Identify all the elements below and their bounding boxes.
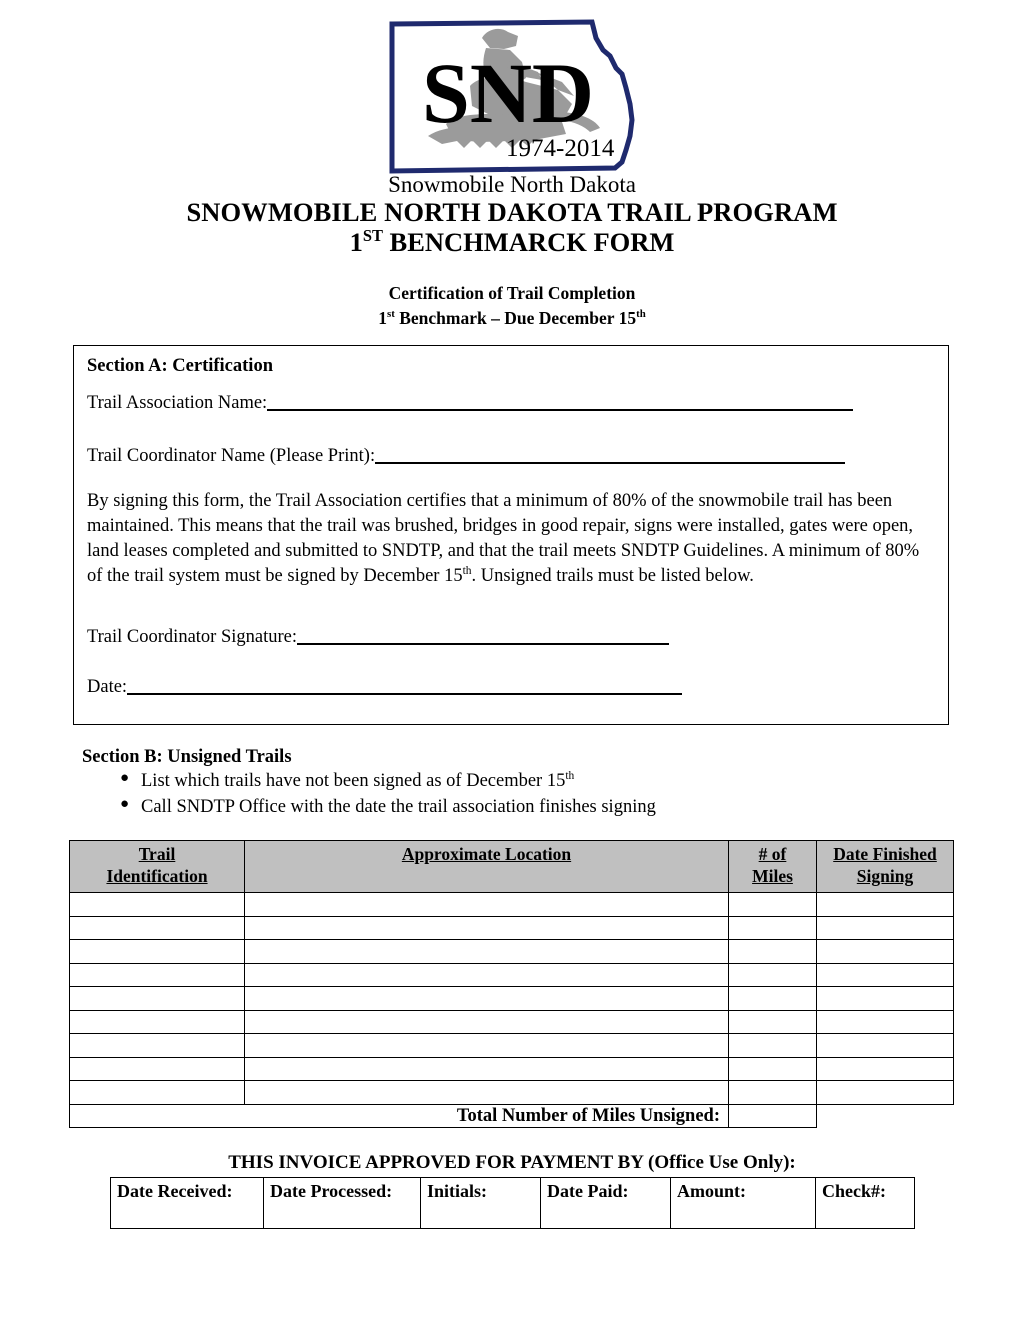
table-row xyxy=(70,987,954,1011)
cell-date-finished-signing[interactable] xyxy=(817,1010,954,1034)
column-header-line2: Signing xyxy=(856,865,914,886)
section-a-heading: Section A: Certification xyxy=(87,356,273,376)
cell-trail-identification[interactable] xyxy=(70,1081,245,1105)
north-dakota-outline-icon xyxy=(386,16,638,196)
table-row xyxy=(70,1034,954,1058)
invoice-field-initials[interactable]: Initials: xyxy=(421,1178,541,1229)
trail-coordinator-signature-input[interactable] xyxy=(297,643,669,645)
logo-block xyxy=(0,16,1024,201)
trail-coordinator-signature-field xyxy=(87,627,669,648)
total-miles-unsigned-label: Total Number of Miles Unsigned: xyxy=(70,1104,729,1128)
cell-number-of-miles[interactable] xyxy=(729,893,817,917)
invoice-field-check-number[interactable]: Check#: xyxy=(816,1178,915,1229)
bullet-icon: ● xyxy=(120,796,130,813)
cell-trail-identification[interactable] xyxy=(70,893,245,917)
unsigned-trails-table xyxy=(69,840,954,1128)
table-header-row xyxy=(70,841,954,893)
trail-coordinator-signature-label: Trail Coordinator Signature: xyxy=(87,627,297,647)
page-subtitle xyxy=(0,281,1024,331)
cell-number-of-miles[interactable] xyxy=(729,1081,817,1105)
column-header-trail-identification xyxy=(70,841,245,893)
column-header-approximate-location xyxy=(245,841,729,893)
cell-approximate-location[interactable] xyxy=(245,893,729,917)
total-row-empty-cell xyxy=(817,1104,954,1128)
cell-trail-identification[interactable] xyxy=(70,940,245,964)
cell-number-of-miles[interactable] xyxy=(729,1010,817,1034)
subtitle-day-ordinal: th xyxy=(636,308,646,321)
subtitle-line1: Certification of Trail Completion xyxy=(388,283,636,303)
column-header-line2: Identification xyxy=(106,865,208,886)
table-header xyxy=(70,841,954,893)
table-row xyxy=(70,940,954,964)
trail-coordinator-name-field xyxy=(87,446,845,467)
column-header-line1: Approximate Location xyxy=(401,844,572,864)
cell-approximate-location[interactable] xyxy=(245,1081,729,1105)
trail-association-input[interactable] xyxy=(267,409,853,411)
invoice-approval-table xyxy=(110,1177,915,1229)
subtitle-line2 xyxy=(0,306,1024,331)
cell-trail-identification[interactable] xyxy=(70,916,245,940)
cell-date-finished-signing[interactable] xyxy=(817,1081,954,1105)
cell-number-of-miles[interactable] xyxy=(729,963,817,987)
column-header-line1: Date Finished xyxy=(833,844,937,864)
date-input[interactable] xyxy=(127,693,682,695)
list-item-ordinal: th xyxy=(565,769,575,782)
cell-trail-identification[interactable] xyxy=(70,1034,245,1058)
snd-logo xyxy=(386,16,638,196)
logo-caption: Snowmobile North Dakota xyxy=(388,172,636,196)
table-total-row xyxy=(70,1104,954,1128)
page-title-line2-ordinal: ST xyxy=(362,226,383,246)
invoice-field-date-paid[interactable]: Date Paid: xyxy=(541,1178,671,1229)
cell-number-of-miles[interactable] xyxy=(729,987,817,1011)
trail-coordinator-name-input[interactable] xyxy=(375,462,845,464)
cell-approximate-location[interactable] xyxy=(245,987,729,1011)
cell-number-of-miles[interactable] xyxy=(729,916,817,940)
cell-date-finished-signing[interactable] xyxy=(817,940,954,964)
invoice-field-amount[interactable]: Amount: xyxy=(671,1178,816,1229)
cell-number-of-miles[interactable] xyxy=(729,940,817,964)
table-row xyxy=(70,1057,954,1081)
page-title-line2 xyxy=(0,226,1024,258)
cell-number-of-miles[interactable] xyxy=(729,1057,817,1081)
logo-years: 1974-2014 xyxy=(506,135,615,162)
certification-paragraph-part2: . Unsigned trails must be listed below. xyxy=(471,566,754,587)
cell-approximate-location[interactable] xyxy=(245,940,729,964)
cell-number-of-miles[interactable] xyxy=(729,1034,817,1058)
column-header-line1: # of xyxy=(758,844,787,864)
list-item-text: Call SNDTP Office with the date the trail association finishes signing xyxy=(141,797,656,818)
cell-date-finished-signing[interactable] xyxy=(817,1057,954,1081)
certification-paragraph xyxy=(87,489,933,590)
invoice-field-date-processed[interactable]: Date Processed: xyxy=(264,1178,421,1229)
cell-date-finished-signing[interactable] xyxy=(817,987,954,1011)
table-row xyxy=(70,963,954,987)
column-header-number-of-miles xyxy=(729,841,817,893)
cell-trail-identification[interactable] xyxy=(70,1010,245,1034)
table-row xyxy=(70,916,954,940)
list-item xyxy=(82,794,902,820)
table-body xyxy=(70,893,954,1128)
cell-trail-identification[interactable] xyxy=(70,963,245,987)
table-row xyxy=(70,1010,954,1034)
cell-date-finished-signing[interactable] xyxy=(817,916,954,940)
page-title-line1: SNOWMOBILE NORTH DAKOTA TRAIL PROGRAM xyxy=(186,197,838,227)
section-b-heading: Section B: Unsigned Trails xyxy=(82,747,292,767)
cell-date-finished-signing[interactable] xyxy=(817,1034,954,1058)
cell-trail-identification[interactable] xyxy=(70,987,245,1011)
page-title-line2-number: 1 xyxy=(349,227,363,257)
table-row xyxy=(70,893,954,917)
trail-association-field xyxy=(87,393,853,414)
page-title-line2-text: BENCHMARCK FORM xyxy=(382,227,675,257)
list-item xyxy=(82,768,902,794)
bullet-icon: ● xyxy=(120,770,130,786)
cell-trail-identification[interactable] xyxy=(70,1057,245,1081)
date-field xyxy=(87,677,682,698)
total-miles-unsigned-value[interactable] xyxy=(729,1104,817,1128)
cell-date-finished-signing[interactable] xyxy=(817,893,954,917)
subtitle-benchmark-number: 1 xyxy=(378,307,387,328)
invoice-field-date-received[interactable]: Date Received: xyxy=(111,1178,264,1229)
column-header-date-finished-signing xyxy=(817,841,954,893)
list-item-text: List which trails have not been signed as of December 15 xyxy=(141,771,566,791)
column-header-line1: Trail xyxy=(138,844,176,864)
cell-date-finished-signing[interactable] xyxy=(817,963,954,987)
cell-approximate-location[interactable] xyxy=(245,916,729,940)
invoice-approval-title: THIS INVOICE APPROVED FOR PAYMENT BY (Office Use Only): xyxy=(228,1152,796,1173)
invoice-row xyxy=(111,1178,915,1229)
cell-approximate-location[interactable] xyxy=(245,1010,729,1034)
cell-approximate-location[interactable] xyxy=(245,963,729,987)
date-label: Date: xyxy=(87,677,128,697)
trail-coordinator-name-label: Trail Coordinator Name (Please Print): xyxy=(87,446,376,466)
trail-association-label: Trail Association Name: xyxy=(87,393,268,413)
table-row xyxy=(70,1081,954,1105)
certification-paragraph-part1: By signing this form, the Trail Association certifies that a minimum of 80% of the snowmobile trail has been maintained. This means that the trail was brushed, bridges in good repair, signs were installed, gates were open, land leases completed and submitted to SNDTP, and that the trail meets SNDTP Guidelines. A minimum of 80% of the trail system must be signed by December 15 xyxy=(87,491,920,587)
subtitle-due-text: Benchmark – Due December 15 xyxy=(394,307,637,328)
section-a-certification xyxy=(73,345,949,725)
logo-acronym: SND xyxy=(422,45,595,141)
cell-approximate-location[interactable] xyxy=(245,1057,729,1081)
certification-paragraph-ordinal: th xyxy=(462,565,472,578)
column-header-line2: Miles xyxy=(752,865,793,886)
subtitle-benchmark-ordinal: st xyxy=(387,308,395,321)
cell-approximate-location[interactable] xyxy=(245,1034,729,1058)
section-b-bullet-list xyxy=(82,768,902,821)
